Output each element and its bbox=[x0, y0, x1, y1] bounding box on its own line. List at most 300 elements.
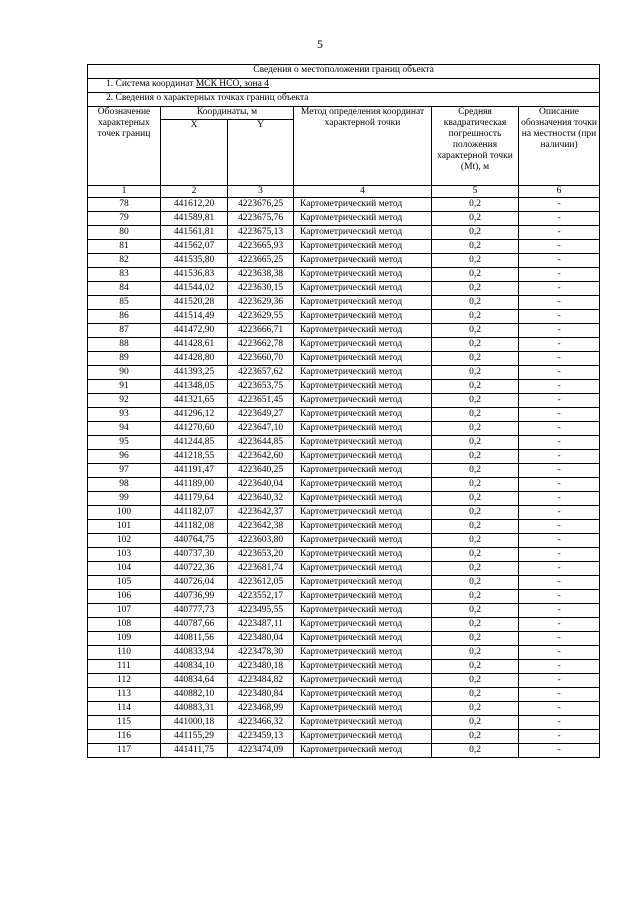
coord-x: 440834,64 bbox=[161, 674, 228, 688]
table-row bbox=[88, 688, 600, 702]
error-value: 0,2 bbox=[432, 226, 519, 240]
method: Картометрический метод bbox=[294, 590, 432, 604]
error-value: 0,2 bbox=[432, 478, 519, 492]
description: - bbox=[519, 478, 600, 492]
column-number: 6 bbox=[519, 186, 600, 198]
point-number: 98 bbox=[88, 478, 161, 492]
coord-x: 441155,29 bbox=[161, 730, 228, 744]
header-coordinates: Координаты, м bbox=[161, 107, 294, 120]
method: Картометрический метод bbox=[294, 646, 432, 660]
table-row bbox=[88, 310, 600, 324]
point-number: 101 bbox=[88, 520, 161, 534]
point-number: 79 bbox=[88, 212, 161, 226]
method: Картометрический метод bbox=[294, 352, 432, 366]
description: - bbox=[519, 520, 600, 534]
coordinate-system-row bbox=[88, 79, 600, 93]
error-value: 0,2 bbox=[432, 506, 519, 520]
coord-x: 441428,80 bbox=[161, 352, 228, 366]
coord-x: 441589,81 bbox=[161, 212, 228, 226]
description: - bbox=[519, 436, 600, 450]
coord-y: 4223640,32 bbox=[228, 492, 294, 506]
coord-x: 441179,64 bbox=[161, 492, 228, 506]
table-row bbox=[88, 632, 600, 646]
column-number: 3 bbox=[228, 186, 294, 198]
table-row bbox=[88, 338, 600, 352]
coord-y: 4223675,76 bbox=[228, 212, 294, 226]
coord-y: 4223480,84 bbox=[228, 688, 294, 702]
coord-y: 4223653,75 bbox=[228, 380, 294, 394]
point-number: 96 bbox=[88, 450, 161, 464]
table-row bbox=[88, 324, 600, 338]
method: Картометрический метод bbox=[294, 576, 432, 590]
table-row bbox=[88, 562, 600, 576]
error-value: 0,2 bbox=[432, 730, 519, 744]
error-value: 0,2 bbox=[432, 254, 519, 268]
error-value: 0,2 bbox=[432, 576, 519, 590]
table-row bbox=[88, 702, 600, 716]
table-row bbox=[88, 604, 600, 618]
error-value: 0,2 bbox=[432, 646, 519, 660]
points-heading: 2. Сведения о характерных точках границ объекта bbox=[88, 93, 600, 107]
coord-y: 4223649,27 bbox=[228, 408, 294, 422]
point-number: 116 bbox=[88, 730, 161, 744]
point-number: 115 bbox=[88, 716, 161, 730]
coord-x: 441536,83 bbox=[161, 268, 228, 282]
method: Картометрический метод bbox=[294, 520, 432, 534]
description: - bbox=[519, 632, 600, 646]
coord-y: 4223487,11 bbox=[228, 618, 294, 632]
method: Картометрический метод bbox=[294, 380, 432, 394]
description: - bbox=[519, 212, 600, 226]
coord-y: 4223642,60 bbox=[228, 450, 294, 464]
coord-y: 4223644,85 bbox=[228, 436, 294, 450]
coord-x: 440777,73 bbox=[161, 604, 228, 618]
coord-y: 4223629,36 bbox=[228, 296, 294, 310]
point-number: 112 bbox=[88, 674, 161, 688]
method: Картометрический метод bbox=[294, 506, 432, 520]
error-value: 0,2 bbox=[432, 590, 519, 604]
coord-y: 4223480,04 bbox=[228, 632, 294, 646]
point-number: 83 bbox=[88, 268, 161, 282]
coordinate-system-name: МСК НСО, зона 4 bbox=[195, 79, 269, 89]
coord-y: 4223474,09 bbox=[228, 744, 294, 758]
description: - bbox=[519, 380, 600, 394]
point-number: 99 bbox=[88, 492, 161, 506]
coord-x: 440834,10 bbox=[161, 660, 228, 674]
point-number: 97 bbox=[88, 464, 161, 478]
method: Картометрический метод bbox=[294, 310, 432, 324]
coord-y: 4223480,18 bbox=[228, 660, 294, 674]
error-value: 0,2 bbox=[432, 688, 519, 702]
description: - bbox=[519, 366, 600, 380]
error-value: 0,2 bbox=[432, 212, 519, 226]
coord-y: 4223552,17 bbox=[228, 590, 294, 604]
point-number: 105 bbox=[88, 576, 161, 590]
method: Картометрический метод bbox=[294, 562, 432, 576]
method: Картометрический метод bbox=[294, 240, 432, 254]
coord-y: 4223662,78 bbox=[228, 338, 294, 352]
method: Картометрический метод bbox=[294, 492, 432, 506]
coordinate-system-cell bbox=[88, 79, 600, 93]
point-number: 107 bbox=[88, 604, 161, 618]
error-value: 0,2 bbox=[432, 520, 519, 534]
table-row bbox=[88, 660, 600, 674]
coord-x: 441244,85 bbox=[161, 436, 228, 450]
point-number: 102 bbox=[88, 534, 161, 548]
table-row bbox=[88, 366, 600, 380]
header-method: Метод определения координат характерной точки bbox=[294, 107, 432, 186]
error-value: 0,2 bbox=[432, 366, 519, 380]
description: - bbox=[519, 562, 600, 576]
coord-x: 441182,07 bbox=[161, 506, 228, 520]
error-value: 0,2 bbox=[432, 352, 519, 366]
method: Картометрический метод bbox=[294, 478, 432, 492]
coord-x: 441544,02 bbox=[161, 282, 228, 296]
coord-x: 441472,90 bbox=[161, 324, 228, 338]
method: Картометрический метод bbox=[294, 324, 432, 338]
coord-x: 440722,36 bbox=[161, 562, 228, 576]
table-row bbox=[88, 268, 600, 282]
point-number: 87 bbox=[88, 324, 161, 338]
coord-x: 441535,80 bbox=[161, 254, 228, 268]
method: Картометрический метод bbox=[294, 338, 432, 352]
point-number: 108 bbox=[88, 618, 161, 632]
description: - bbox=[519, 352, 600, 366]
point-number: 106 bbox=[88, 590, 161, 604]
description: - bbox=[519, 464, 600, 478]
table-row bbox=[88, 478, 600, 492]
header-y: Y bbox=[228, 120, 294, 186]
coord-y: 4223642,37 bbox=[228, 506, 294, 520]
table-row bbox=[88, 282, 600, 296]
description: - bbox=[519, 282, 600, 296]
coord-y: 4223468,99 bbox=[228, 702, 294, 716]
coord-x: 441191,47 bbox=[161, 464, 228, 478]
table-row bbox=[88, 674, 600, 688]
method: Картометрический метод bbox=[294, 632, 432, 646]
method: Картометрический метод bbox=[294, 436, 432, 450]
table-row bbox=[88, 394, 600, 408]
description: - bbox=[519, 226, 600, 240]
column-numbers-row bbox=[88, 186, 600, 198]
table-row bbox=[88, 744, 600, 758]
table-row bbox=[88, 548, 600, 562]
point-number: 88 bbox=[88, 338, 161, 352]
coord-x: 440736,99 bbox=[161, 590, 228, 604]
description: - bbox=[519, 716, 600, 730]
error-value: 0,2 bbox=[432, 268, 519, 282]
coord-y: 4223651,45 bbox=[228, 394, 294, 408]
coord-y: 4223495,55 bbox=[228, 604, 294, 618]
coord-x: 440883,31 bbox=[161, 702, 228, 716]
point-number: 103 bbox=[88, 548, 161, 562]
description: - bbox=[519, 324, 600, 338]
table-row bbox=[88, 380, 600, 394]
coord-x: 441321,65 bbox=[161, 394, 228, 408]
coord-x: 440811,56 bbox=[161, 632, 228, 646]
point-number: 100 bbox=[88, 506, 161, 520]
coord-x: 440737,30 bbox=[161, 548, 228, 562]
table-row bbox=[88, 254, 600, 268]
table-title-row bbox=[88, 65, 600, 79]
coord-x: 440726,04 bbox=[161, 576, 228, 590]
table-row bbox=[88, 198, 600, 212]
method: Картометрический метод bbox=[294, 688, 432, 702]
error-value: 0,2 bbox=[432, 422, 519, 436]
method: Картометрический метод bbox=[294, 464, 432, 478]
column-number: 1 bbox=[88, 186, 161, 198]
table-row bbox=[88, 436, 600, 450]
error-value: 0,2 bbox=[432, 282, 519, 296]
boundary-points-table bbox=[87, 64, 600, 758]
point-number: 91 bbox=[88, 380, 161, 394]
table-row bbox=[88, 422, 600, 436]
coord-x: 440764,75 bbox=[161, 534, 228, 548]
table-row bbox=[88, 408, 600, 422]
point-number: 78 bbox=[88, 198, 161, 212]
table-body bbox=[88, 198, 600, 758]
coord-y: 4223681,74 bbox=[228, 562, 294, 576]
coord-x: 440833,94 bbox=[161, 646, 228, 660]
coord-y: 4223665,93 bbox=[228, 240, 294, 254]
method: Картометрический метод bbox=[294, 268, 432, 282]
error-value: 0,2 bbox=[432, 310, 519, 324]
coord-y: 4223665,25 bbox=[228, 254, 294, 268]
table-row bbox=[88, 590, 600, 604]
method: Картометрический метод bbox=[294, 254, 432, 268]
coord-x: 441182,08 bbox=[161, 520, 228, 534]
points-heading-row bbox=[88, 93, 600, 107]
method: Картометрический метод bbox=[294, 198, 432, 212]
method: Картометрический метод bbox=[294, 548, 432, 562]
error-value: 0,2 bbox=[432, 338, 519, 352]
error-value: 0,2 bbox=[432, 240, 519, 254]
description: - bbox=[519, 408, 600, 422]
error-value: 0,2 bbox=[432, 604, 519, 618]
table-row bbox=[88, 646, 600, 660]
method: Картометрический метод bbox=[294, 674, 432, 688]
description: - bbox=[519, 730, 600, 744]
description: - bbox=[519, 660, 600, 674]
description: - bbox=[519, 310, 600, 324]
coord-x: 441270,60 bbox=[161, 422, 228, 436]
method: Картометрический метод bbox=[294, 422, 432, 436]
description: - bbox=[519, 674, 600, 688]
point-number: 90 bbox=[88, 366, 161, 380]
error-value: 0,2 bbox=[432, 632, 519, 646]
error-value: 0,2 bbox=[432, 744, 519, 758]
point-number: 110 bbox=[88, 646, 161, 660]
coord-y: 4223666,71 bbox=[228, 324, 294, 338]
error-value: 0,2 bbox=[432, 492, 519, 506]
method: Картометрический метод bbox=[294, 534, 432, 548]
page-number: 5 bbox=[317, 37, 323, 51]
point-number: 93 bbox=[88, 408, 161, 422]
coord-y: 4223640,04 bbox=[228, 478, 294, 492]
point-number: 109 bbox=[88, 632, 161, 646]
coord-y: 4223478,30 bbox=[228, 646, 294, 660]
coord-y: 4223657,62 bbox=[228, 366, 294, 380]
point-number: 94 bbox=[88, 422, 161, 436]
header-error: Средняя квадратическая погрешность положения характерной точки (Mt), м bbox=[432, 107, 519, 186]
table-row bbox=[88, 296, 600, 310]
point-number: 92 bbox=[88, 394, 161, 408]
point-number: 86 bbox=[88, 310, 161, 324]
point-number: 81 bbox=[88, 240, 161, 254]
point-number: 95 bbox=[88, 436, 161, 450]
description: - bbox=[519, 548, 600, 562]
error-value: 0,2 bbox=[432, 716, 519, 730]
column-header-row-1 bbox=[88, 107, 600, 120]
description: - bbox=[519, 534, 600, 548]
coord-y: 4223676,25 bbox=[228, 198, 294, 212]
description: - bbox=[519, 618, 600, 632]
error-value: 0,2 bbox=[432, 618, 519, 632]
method: Картометрический метод bbox=[294, 212, 432, 226]
coord-x: 441296,12 bbox=[161, 408, 228, 422]
table-row bbox=[88, 464, 600, 478]
error-value: 0,2 bbox=[432, 436, 519, 450]
error-value: 0,2 bbox=[432, 562, 519, 576]
method: Картометрический метод bbox=[294, 366, 432, 380]
table-row bbox=[88, 240, 600, 254]
point-number: 104 bbox=[88, 562, 161, 576]
coord-y: 4223642,38 bbox=[228, 520, 294, 534]
method: Картометрический метод bbox=[294, 408, 432, 422]
description: - bbox=[519, 604, 600, 618]
header-designation: Обозначение характерных точек границ bbox=[88, 107, 161, 186]
column-number: 4 bbox=[294, 186, 432, 198]
coord-y: 4223612,05 bbox=[228, 576, 294, 590]
coord-y: 4223653,20 bbox=[228, 548, 294, 562]
table-row bbox=[88, 450, 600, 464]
coord-y: 4223459,13 bbox=[228, 730, 294, 744]
coord-x: 441561,81 bbox=[161, 226, 228, 240]
method: Картометрический метод bbox=[294, 296, 432, 310]
error-value: 0,2 bbox=[432, 464, 519, 478]
error-value: 0,2 bbox=[432, 660, 519, 674]
coord-y: 4223660,70 bbox=[228, 352, 294, 366]
description: - bbox=[519, 394, 600, 408]
coord-x: 440787,66 bbox=[161, 618, 228, 632]
table-row bbox=[88, 576, 600, 590]
table-row bbox=[88, 506, 600, 520]
method: Картометрический метод bbox=[294, 450, 432, 464]
coord-x: 441189,00 bbox=[161, 478, 228, 492]
description: - bbox=[519, 646, 600, 660]
description: - bbox=[519, 702, 600, 716]
coord-y: 4223630,15 bbox=[228, 282, 294, 296]
coord-y: 4223629,55 bbox=[228, 310, 294, 324]
coord-y: 4223484,82 bbox=[228, 674, 294, 688]
error-value: 0,2 bbox=[432, 450, 519, 464]
coord-x: 440882,10 bbox=[161, 688, 228, 702]
point-number: 111 bbox=[88, 660, 161, 674]
method: Картометрический метод bbox=[294, 716, 432, 730]
description: - bbox=[519, 296, 600, 310]
description: - bbox=[519, 506, 600, 520]
coord-x: 441393,25 bbox=[161, 366, 228, 380]
coord-x: 441000,18 bbox=[161, 716, 228, 730]
point-number: 113 bbox=[88, 688, 161, 702]
error-value: 0,2 bbox=[432, 408, 519, 422]
method: Картометрический метод bbox=[294, 730, 432, 744]
description: - bbox=[519, 338, 600, 352]
error-value: 0,2 bbox=[432, 380, 519, 394]
table-row bbox=[88, 226, 600, 240]
method: Картометрический метод bbox=[294, 744, 432, 758]
error-value: 0,2 bbox=[432, 296, 519, 310]
method: Картометрический метод bbox=[294, 618, 432, 632]
error-value: 0,2 bbox=[432, 674, 519, 688]
description: - bbox=[519, 240, 600, 254]
table-row bbox=[88, 534, 600, 548]
error-value: 0,2 bbox=[432, 702, 519, 716]
method: Картометрический метод bbox=[294, 394, 432, 408]
description: - bbox=[519, 422, 600, 436]
description: - bbox=[519, 268, 600, 282]
point-number: 85 bbox=[88, 296, 161, 310]
coord-y: 4223647,10 bbox=[228, 422, 294, 436]
coord-x: 441428,61 bbox=[161, 338, 228, 352]
table-row bbox=[88, 492, 600, 506]
column-number: 5 bbox=[432, 186, 519, 198]
coord-x: 441562,07 bbox=[161, 240, 228, 254]
coord-x: 441218,55 bbox=[161, 450, 228, 464]
error-value: 0,2 bbox=[432, 548, 519, 562]
coord-y: 4223466,32 bbox=[228, 716, 294, 730]
description: - bbox=[519, 450, 600, 464]
description: - bbox=[519, 254, 600, 268]
table-row bbox=[88, 520, 600, 534]
table-row bbox=[88, 352, 600, 366]
table-row bbox=[88, 618, 600, 632]
method: Картометрический метод bbox=[294, 660, 432, 674]
coord-x: 441348,05 bbox=[161, 380, 228, 394]
coord-y: 4223638,38 bbox=[228, 268, 294, 282]
description: - bbox=[519, 688, 600, 702]
table-row bbox=[88, 716, 600, 730]
error-value: 0,2 bbox=[432, 534, 519, 548]
coord-x: 441411,75 bbox=[161, 744, 228, 758]
point-number: 82 bbox=[88, 254, 161, 268]
description: - bbox=[519, 198, 600, 212]
point-number: 89 bbox=[88, 352, 161, 366]
coord-y: 4223603,80 bbox=[228, 534, 294, 548]
coord-y: 4223675,13 bbox=[228, 226, 294, 240]
method: Картометрический метод bbox=[294, 282, 432, 296]
description: - bbox=[519, 576, 600, 590]
description: - bbox=[519, 744, 600, 758]
point-number: 80 bbox=[88, 226, 161, 240]
method: Картометрический метод bbox=[294, 226, 432, 240]
header-x: X bbox=[161, 120, 228, 186]
description: - bbox=[519, 590, 600, 604]
error-value: 0,2 bbox=[432, 394, 519, 408]
coord-x: 441514,49 bbox=[161, 310, 228, 324]
point-number: 84 bbox=[88, 282, 161, 296]
point-number: 114 bbox=[88, 702, 161, 716]
coordinate-system-label: 1. Система координат bbox=[106, 79, 196, 89]
point-number: 117 bbox=[88, 744, 161, 758]
table-row bbox=[88, 730, 600, 744]
description: - bbox=[519, 492, 600, 506]
table-title: Сведения о местоположении границ объекта bbox=[88, 65, 600, 79]
error-value: 0,2 bbox=[432, 324, 519, 338]
method: Картометрический метод bbox=[294, 604, 432, 618]
coord-y: 4223640,25 bbox=[228, 464, 294, 478]
table-row bbox=[88, 212, 600, 226]
